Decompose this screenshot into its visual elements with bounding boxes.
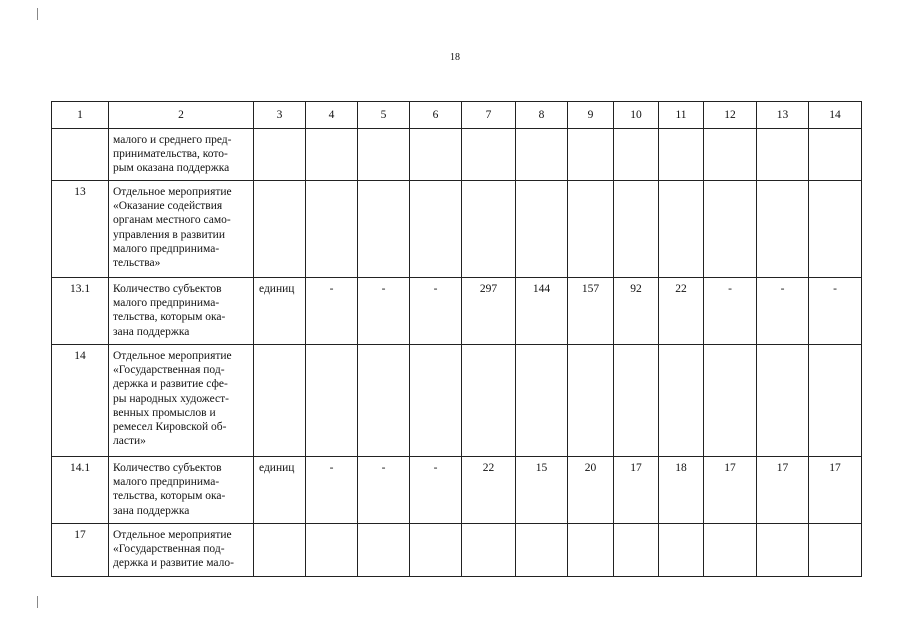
row-number-cell: 13 — [52, 181, 109, 278]
value-cell-col-7: 22 — [462, 457, 516, 524]
description-line: Количество субъектов — [113, 462, 222, 474]
value-cell-col-13 — [757, 524, 809, 577]
description-line: ласти» — [113, 435, 146, 448]
unit-cell: единиц — [254, 457, 306, 524]
value-cell-col-13: - — [757, 278, 809, 345]
row-number-cell: 13.1 — [52, 278, 109, 345]
table-row — [52, 129, 862, 181]
table-row — [52, 278, 862, 345]
value-cell-col-4 — [306, 129, 358, 181]
value-cell-col-9 — [568, 345, 614, 457]
description-line: малого предпринима- — [113, 297, 220, 310]
description-line: управления в развитии — [113, 228, 225, 241]
value-cell-col-6 — [410, 345, 462, 457]
value-cell-col-7: 297 — [462, 278, 516, 345]
description-line: Количество субъектов — [113, 283, 222, 295]
description-line: рым оказана поддержка — [113, 162, 230, 175]
value-cell-col-7 — [462, 129, 516, 181]
header-cell-14: 14 — [809, 102, 862, 129]
value-cell-col-9 — [568, 181, 614, 278]
header-cell-12: 12 — [704, 102, 757, 129]
description-line: «Оказание содействия — [113, 200, 223, 213]
header-cell-9: 9 — [568, 102, 614, 129]
value-cell-col-12: 17 — [704, 457, 757, 524]
value-cell-col-4 — [306, 181, 358, 278]
value-cell-col-10 — [614, 129, 659, 181]
description-line: «Государственная под- — [113, 364, 225, 377]
value-cell-col-11 — [659, 129, 704, 181]
page-number: 18 — [450, 52, 460, 63]
indicator-table — [51, 101, 862, 577]
description-line: малого и среднего пред- — [113, 134, 232, 146]
value-cell-col-10 — [614, 181, 659, 278]
value-cell-col-5 — [358, 181, 410, 278]
value-cell-col-8: 15 — [516, 457, 568, 524]
header-row — [52, 102, 862, 129]
unit-cell — [254, 524, 306, 577]
description-line: держка и развитие мало- — [113, 557, 234, 570]
description-line: Отдельное мероприятие — [113, 186, 232, 198]
description-line: тельства» — [113, 257, 161, 270]
value-cell-col-13 — [757, 345, 809, 457]
value-cell-col-6 — [410, 129, 462, 181]
value-cell-col-14 — [809, 129, 862, 181]
description-line: Отдельное мероприятие — [113, 350, 232, 362]
value-cell-col-10 — [614, 524, 659, 577]
header-cell-10: 10 — [614, 102, 659, 129]
description-line: ремесел Кировской об- — [113, 421, 227, 434]
value-cell-col-12 — [704, 524, 757, 577]
value-cell-col-8 — [516, 345, 568, 457]
value-cell-col-5 — [358, 524, 410, 577]
header-cell-3: 3 — [254, 102, 306, 129]
value-cell-col-9: 157 — [568, 278, 614, 345]
value-cell-col-10: 17 — [614, 457, 659, 524]
header-cell-5: 5 — [358, 102, 410, 129]
value-cell-col-14: - — [809, 278, 862, 345]
value-cell-col-7 — [462, 181, 516, 278]
row-number-cell: 14 — [52, 345, 109, 457]
value-cell-col-5 — [358, 129, 410, 181]
description-line: венных промыслов и — [113, 406, 216, 419]
description-line: тельства, которым ока- — [113, 311, 226, 324]
value-cell-col-11: 22 — [659, 278, 704, 345]
value-cell-col-12 — [704, 129, 757, 181]
table-row — [52, 524, 862, 577]
unit-cell — [254, 181, 306, 278]
value-cell-col-4: - — [306, 278, 358, 345]
value-cell-col-5: - — [358, 457, 410, 524]
table-row — [52, 181, 862, 278]
header-cell-7: 7 — [462, 102, 516, 129]
value-cell-col-8: 144 — [516, 278, 568, 345]
margin-mark-top-left — [37, 8, 38, 20]
value-cell-col-11: 18 — [659, 457, 704, 524]
value-cell-col-8 — [516, 129, 568, 181]
row-number-cell — [52, 129, 109, 181]
value-cell-col-11 — [659, 345, 704, 457]
row-number-cell: 14.1 — [52, 457, 109, 524]
header-cell-1: 1 — [52, 102, 109, 129]
value-cell-col-10: 92 — [614, 278, 659, 345]
value-cell-col-11 — [659, 524, 704, 577]
value-cell-col-14 — [809, 524, 862, 577]
header-cell-6: 6 — [410, 102, 462, 129]
margin-mark-bottom-left — [37, 596, 38, 608]
header-cell-11: 11 — [659, 102, 704, 129]
value-cell-col-5 — [358, 345, 410, 457]
value-cell-col-5: - — [358, 278, 410, 345]
description-line: принимательства, кото- — [113, 148, 228, 161]
value-cell-col-12 — [704, 181, 757, 278]
value-cell-col-13: 17 — [757, 457, 809, 524]
unit-cell — [254, 129, 306, 181]
value-cell-col-9 — [568, 129, 614, 181]
value-cell-col-8 — [516, 181, 568, 278]
row-number-cell: 17 — [52, 524, 109, 577]
description-line: органам местного само- — [113, 214, 231, 227]
description-cell — [109, 524, 254, 577]
value-cell-col-12 — [704, 345, 757, 457]
description-line: Отдельное мероприятие — [113, 529, 232, 541]
description-line: зана поддержка — [113, 325, 190, 338]
value-cell-col-7 — [462, 345, 516, 457]
header-cell-2: 2 — [109, 102, 254, 129]
value-cell-col-14 — [809, 345, 862, 457]
description-cell — [109, 345, 254, 457]
value-cell-col-13 — [757, 129, 809, 181]
header-cell-13: 13 — [757, 102, 809, 129]
header-cell-4: 4 — [306, 102, 358, 129]
description-line: «Государственная под- — [113, 543, 225, 556]
unit-cell — [254, 345, 306, 457]
description-cell — [109, 129, 254, 181]
value-cell-col-7 — [462, 524, 516, 577]
value-cell-col-12: - — [704, 278, 757, 345]
value-cell-col-10 — [614, 345, 659, 457]
value-cell-col-11 — [659, 181, 704, 278]
value-cell-col-4: - — [306, 457, 358, 524]
value-cell-col-4 — [306, 345, 358, 457]
table-row — [52, 457, 862, 524]
description-line: держка и развитие сфе- — [113, 378, 228, 391]
value-cell-col-6: - — [410, 278, 462, 345]
table-row — [52, 345, 862, 457]
description-line: тельства, которым ока- — [113, 490, 226, 503]
description-line: малого предпринима- — [113, 242, 220, 255]
description-cell — [109, 181, 254, 278]
description-line: зана поддержка — [113, 504, 190, 517]
description-line: ры народных художест- — [113, 392, 229, 405]
value-cell-col-9: 20 — [568, 457, 614, 524]
header-cell-8: 8 — [516, 102, 568, 129]
value-cell-col-13 — [757, 181, 809, 278]
value-cell-col-8 — [516, 524, 568, 577]
description-cell — [109, 278, 254, 345]
unit-cell: единиц — [254, 278, 306, 345]
value-cell-col-14: 17 — [809, 457, 862, 524]
value-cell-col-14 — [809, 181, 862, 278]
value-cell-col-6 — [410, 524, 462, 577]
value-cell-col-9 — [568, 524, 614, 577]
value-cell-col-6: - — [410, 457, 462, 524]
description-line: малого предпринима- — [113, 476, 220, 489]
value-cell-col-4 — [306, 524, 358, 577]
description-cell — [109, 457, 254, 524]
value-cell-col-6 — [410, 181, 462, 278]
